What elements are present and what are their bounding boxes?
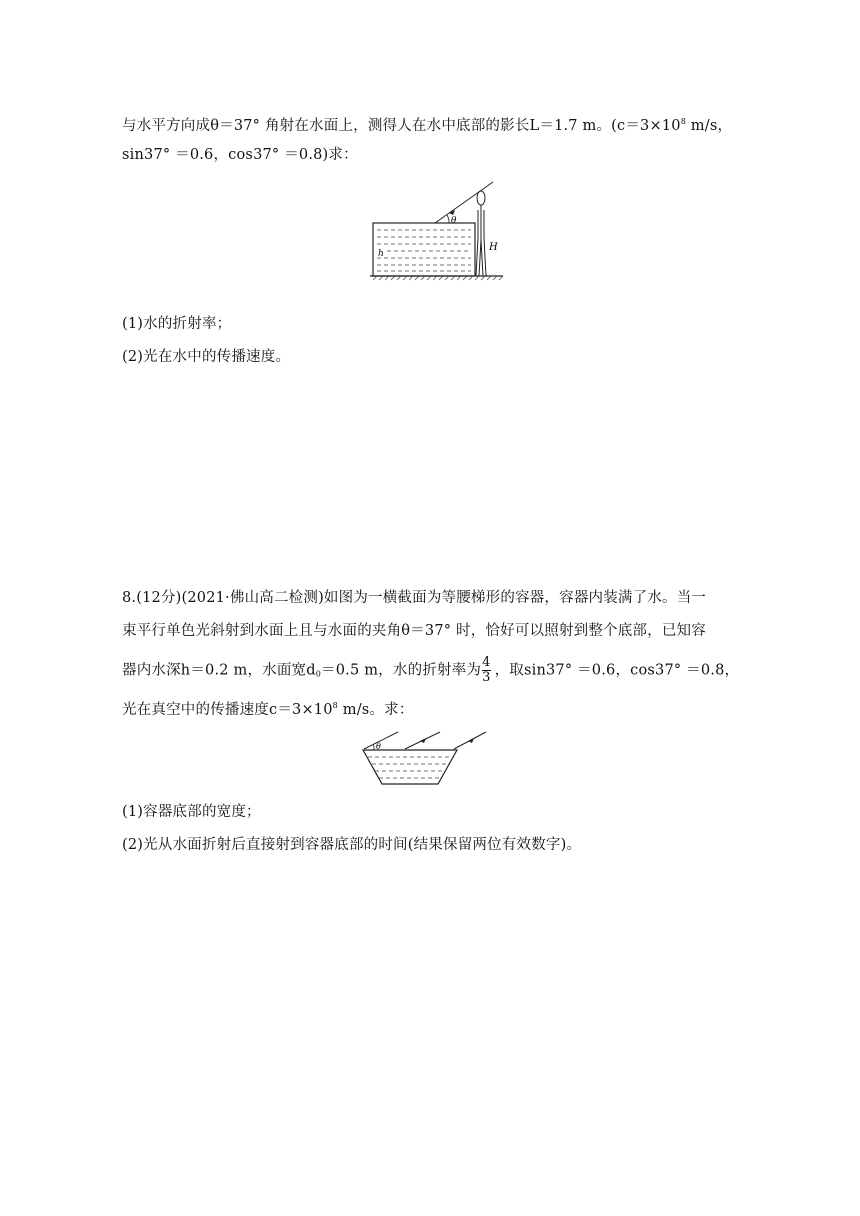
problem8-line2: 束平行单色光斜射到水面上且与水面的夹角θ＝37° 时，恰好可以照射到整个底部，已知容 [122,623,706,639]
problem7-line1: 与水平方向成θ＝37° 角射在水面上，测得人在水中底部的影长L＝1.7 m。($c=3\times 10^8$ m/s， [122,117,733,134]
problem8-line1: 8.(12分)(2021·佛山高二检测)如图为一横截面为等腰梯形的容器，容器内装满了水。当一 [122,590,707,606]
ground-hatch [373,276,503,280]
problem7-question2: (2)光在水中的传播速度。 [122,349,291,365]
theta-label: θ [376,742,381,751]
water-surface-dashes [377,230,471,271]
problem7-question1: (1)水的折射率； [122,316,232,332]
theta-label: θ [451,216,457,226]
trapezoid-container-figure [360,728,490,788]
trapezoid-container [363,750,457,784]
problem8-question1: (1)容器底部的宽度； [122,804,261,820]
h-label: h [378,249,384,259]
problem8-line4: 光在真空中的传播速度$c=3\times 10^8$ m/s。求： [122,701,414,718]
H-label: H [489,242,498,253]
person-water-tank-figure [365,180,505,284]
water-dashes [368,757,452,778]
water-tank [373,223,475,276]
person-figure [476,191,486,276]
problem7-line2: sin37° ＝0.6，cos37° ＝0.8)求： [122,147,358,163]
problem8-line3: 器内水深h＝0.2 m，水面宽$d_0=0.5$ m，水的折射率为 $\frac{4}{3}$ ，取sin37° ＝0.6，cos37° ＝0.8， [122,655,740,685]
refractive-index-fraction: $\frac{4}{3}$ [482,655,491,685]
problem8-question2: (2)光从水面折射后直接射到容器底部的时间(结果保留两位有效数字)。 [122,837,582,853]
